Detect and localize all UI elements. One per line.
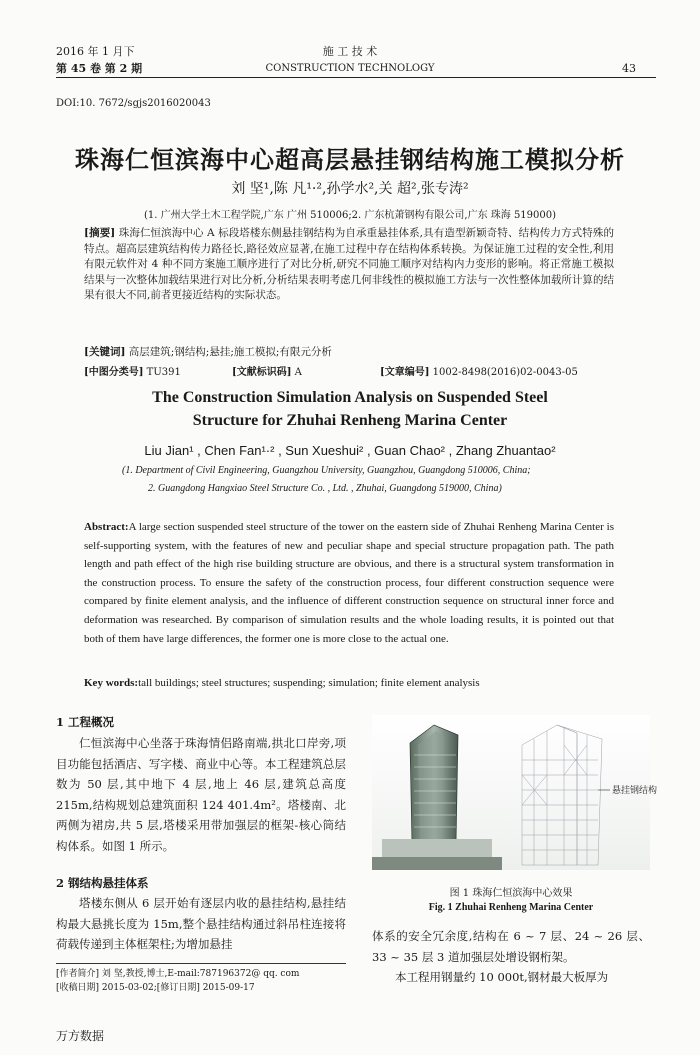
page-number: 43: [622, 62, 636, 75]
authors-en: Liu Jian¹ , Chen Fan¹·² , Sun Xueshui² , Guan Chao² , Zhang Zhuantao²: [144, 443, 556, 458]
article-value: 1002-8498(2016)02-0043-05: [429, 367, 578, 378]
header-date: 2016 年 1 月下: [56, 45, 135, 58]
header-rule: [56, 77, 656, 78]
affiliation-cn: (1. 广州大学土木工程学院,广东 广州 510006;2. 广东杭萧钢构有限公司,广东 珠海 519000): [143, 210, 557, 221]
clc-number: [84, 363, 181, 378]
article-number: [380, 363, 578, 378]
ground-render: [372, 857, 502, 870]
keywords-en-text: tall buildings; steel structures; suspending; simulation; finite element analysis: [138, 677, 480, 689]
figure-label: 悬挂钢结构: [612, 786, 658, 796]
abstract-en: [84, 518, 614, 648]
keywords-en-label: Key words:: [84, 677, 139, 689]
figure-caption-en: Fig. 1 Zhuhai Renheng Marina Center: [428, 902, 594, 913]
section1-body: [56, 733, 346, 857]
authors-cn: 刘 坚¹,陈 凡¹·²,孙学水²,关 超²,张专涛²: [231, 181, 469, 197]
header-journal-cn: 施 工 技 术: [322, 45, 378, 58]
tower-facade-highlight: [418, 731, 444, 841]
footnote-dates: [收稿日期] 2015-03-02;[修订日期] 2015-09-17: [56, 983, 255, 993]
doc-code: [232, 363, 302, 378]
affiliation-en-2: 2. Guangdong Hangxiao Steel Structure Co. , Ltd. , Zhuhai, Guangdong 519000, China): [148, 483, 502, 494]
right-column-body: [372, 926, 650, 988]
section1-heading: 1 工程概况: [56, 715, 115, 729]
affiliation-en-1: (1. Department of Civil Engineering, Guangzhou University, Guangzhou, Guangdong 510006, China;: [122, 465, 531, 476]
right-column-text: 体系的安全冗余度,结构在 6 ~ 7 层、24 ~ 26 层、33 ~ 35 层 3 道加强层处增设钢桁架。: [372, 929, 650, 964]
keywords-en: [84, 677, 644, 689]
section2-heading: 2 钢结构悬挂体系: [56, 876, 149, 890]
keywords-cn-text: 高层建筑;钢结构;悬挂;施工模拟;有限元分析: [125, 346, 332, 358]
abstract-cn-label: [摘要]: [84, 227, 116, 239]
clc-label: [中图分类号]: [84, 367, 144, 378]
right-column-text-2: 本工程用钢量约 10 000t,钢材最大板厚为: [395, 970, 609, 985]
figure-building-illustration: [372, 715, 658, 870]
figure-image: [372, 715, 658, 870]
keywords-cn-label: [关键词]: [84, 346, 126, 358]
section2-body: [56, 893, 346, 955]
header-journal-en: CONSTRUCTION TECHNOLOGY: [265, 63, 435, 74]
keywords-cn: [84, 345, 614, 361]
abstract-en-label: Abstract:: [84, 521, 129, 533]
section1-paragraph: 仁恒滨海中心坐落于珠海情侣路南端,拱北口岸旁,项目功能包括酒店、写字楼、商业中心等。本工程建筑总层数为 50 层,其中地下 4 层,地上 46 层,建筑总高度 215m,结构规划总建筑面积 124 401.4m²。塔楼南、北两侧为裙房,共 5 层,塔楼采用带加强层的框架-核心筒结构体系。如图 1 所示。: [56, 736, 346, 853]
title-en-line1: The Construction Simulation Analysis on Suspended Steel: [152, 389, 548, 406]
title-en-line2: Structure for Zhuhai Renheng Marina Center: [192, 412, 508, 429]
watermark: 万方数据: [56, 1029, 105, 1043]
page-title: 珠海仁恒滨海中心超高层悬挂钢结构施工模拟分析: [75, 145, 625, 174]
header-volume: 第 45 卷 第 2 期: [56, 62, 143, 75]
section2-paragraph: 塔楼东侧从 6 层开始有逐层内收的悬挂结构,悬挂结构最大悬挑长度为 15m,整个悬挂结构通过斜吊柱连接将荷载传递到主体框架柱;为增加悬挂: [56, 896, 346, 952]
abstract-en-text: A large section suspended steel structure of the tower on the eastern side of Zhuhai Renheng Marina Center is self-supporting system, with the features of new and peculiar shape and special structure propagation path. The path length and path effect of the high rise building structure are obvious, and there is a structural system transformation in the construction process. To ensure the safety of the construction process, four different construction sequence were compared by finite element analysis, and the influence of different construction sequence on structural inner force and deformation was researched. By comparison of simulation results and the whole loading results, it is pointed out that both of them have large differences, the former one is more close to the actual one.: [84, 521, 614, 645]
doc-label: [文献标识码]: [232, 367, 292, 378]
footnote-author: [作者简介] 刘 坚,教授,博士,E-mail:787196372@ qq. com: [56, 969, 300, 979]
abstract-cn: [84, 226, 614, 304]
doc-value: A: [291, 367, 302, 378]
clc-value: TU391: [143, 367, 181, 378]
abstract-cn-text: 珠海仁恒滨海中心 A 标段塔楼东侧悬挂钢结构为自承重悬挂体系,具有造型新颖奇特、结构传力方式特殊的特点。超高层建筑结构传力路径长,路径效应显著,在施工过程中存在结构体系转换。为保证施工过程的安全性,利用有限元软件对 4 种不同方案施工顺序进行了对比分析,研究不同施工顺序对结构内力变形的影响。将正常施工模拟结果与一次整体加载结果进行对比分析,分析结果表明考虑几何非线性的模拟施工方法与一次性整体加载所计算的结果有很大不同,前者更接近结构的实际状态。: [84, 227, 615, 301]
doi: DOI:10. 7672/sgjs2016020043: [56, 98, 211, 109]
footnote-rule: [56, 963, 346, 964]
figure-caption-cn: 图 1 珠海仁恒滨海中心效果: [449, 888, 573, 899]
article-label: [文章编号]: [380, 367, 430, 378]
